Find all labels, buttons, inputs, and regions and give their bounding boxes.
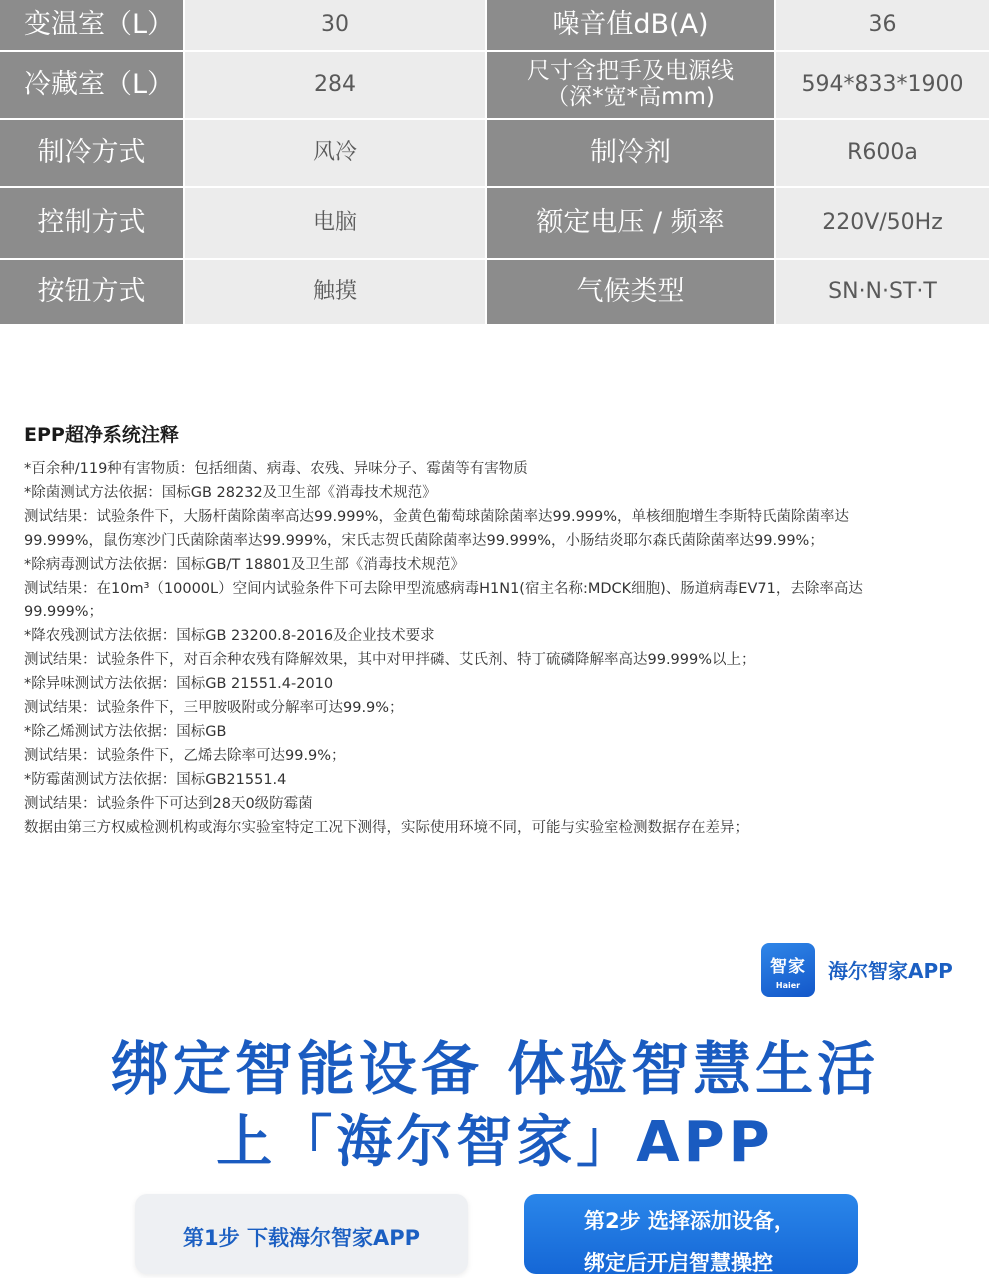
spec-label-line: 尺寸含把手及电源线 bbox=[527, 58, 734, 85]
step-1-card bbox=[135, 1194, 468, 1274]
spec-label: 制冷方式 bbox=[0, 119, 184, 187]
spec-value: 风冷 bbox=[184, 119, 486, 187]
spec-label: 额定电压 / 频率 bbox=[486, 187, 775, 259]
note-line: 测试结果：试验条件下可达到28天0级防霉菌 bbox=[24, 795, 313, 812]
note-line: *百余种/119种有害物质：包括细菌、病毒、农残、异味分子、霉菌等有害物质 bbox=[24, 461, 528, 477]
note-line: *除病毒测试方法依据：国标GB/T 18801及卫生部《消毒技术规范》 bbox=[24, 556, 465, 573]
spec-value: 30 bbox=[184, 0, 486, 51]
spec-label-line: （深*宽*高mm) bbox=[546, 84, 715, 110]
step-2-text-line1: 第2步 选择添加设备， bbox=[584, 1209, 795, 1233]
spec-value: SN·N·ST·T bbox=[775, 259, 990, 325]
note-line: 测试结果：试验条件下，对百余种农残有降解效果，其中对甲拌磷、艾氏剂、特丁硫磷降解率高达99.999%以上； bbox=[24, 652, 756, 669]
spec-row bbox=[0, 187, 990, 259]
note-line: *除异味测试方法依据：国标GB 21551.4-2010 bbox=[24, 676, 334, 693]
app-name: 海尔智家APP bbox=[828, 959, 953, 983]
note-line: 99.999%，鼠伤寒沙门氏菌除菌率达99.999%，宋氏志贺氏菌除菌率达99.999%，小肠结炎耶尔森氏菌除菌率达99.99%； bbox=[24, 532, 824, 549]
spec-row bbox=[0, 259, 990, 325]
spec-label: 制冷剂 bbox=[486, 119, 775, 187]
spec-value: R600a bbox=[775, 119, 990, 187]
spec-row bbox=[0, 51, 990, 119]
spec-label: 按钮方式 bbox=[0, 259, 184, 325]
spec-label: 变温室（L） bbox=[0, 0, 184, 51]
note-line: 测试结果：试验条件下，三甲胺吸附或分解率可达99.9%； bbox=[24, 700, 404, 717]
spec-value: 594*833*1900 bbox=[775, 51, 990, 119]
step-1-text: 第1步 下载海尔智家APP bbox=[183, 1226, 420, 1250]
note-line: 测试结果：试验条件下，大肠杆菌除菌率高达99.999%，金黄色葡萄球菌除菌率达99.999%，单核细胞增生李斯特氏菌除菌率达 bbox=[24, 508, 850, 525]
headline-primary: 绑定智能设备 体验智慧生活 bbox=[110, 1035, 880, 1103]
step-2-card bbox=[524, 1194, 858, 1274]
haier-app-logo bbox=[761, 943, 815, 997]
logo-text: 智家 bbox=[770, 957, 806, 977]
spec-label: 冷藏室（L） bbox=[0, 51, 184, 119]
notes-title: EPP超净系统注释 bbox=[24, 424, 179, 446]
note-line: 数据由第三方权威检测机构或海尔实验室特定工况下测得，实际使用环境不同，可能与实验室检测数据存在差异； bbox=[24, 819, 749, 836]
spec-value: 36 bbox=[775, 0, 990, 51]
spec-value: 284 bbox=[184, 51, 486, 119]
spec-value: 220V/50Hz bbox=[775, 187, 990, 259]
headline-secondary: 上「海尔智家」APP bbox=[216, 1110, 774, 1175]
note-line: *防霉菌测试方法依据：国标GB21551.4 bbox=[24, 771, 287, 788]
spec-value: 电脑 bbox=[184, 187, 486, 259]
step-2-text-line2: 绑定后开启智慧操控 bbox=[584, 1251, 773, 1275]
logo-brand: Haier bbox=[775, 981, 801, 990]
note-line: *除菌测试方法依据：国标GB 28232及卫生部《消毒技术规范》 bbox=[24, 484, 437, 501]
notes-body bbox=[24, 458, 974, 841]
note-line: *除乙烯测试方法依据：国标GB bbox=[24, 723, 227, 740]
spec-row bbox=[0, 119, 990, 187]
spec-table bbox=[0, 0, 990, 326]
spec-row bbox=[0, 0, 990, 51]
note-line: 测试结果：试验条件下，乙烯去除率可达99.9%； bbox=[24, 747, 346, 764]
spec-label bbox=[486, 51, 775, 119]
spec-label: 气候类型 bbox=[486, 259, 775, 325]
note-line: *降农残测试方法依据：国标GB 23200.8-2016及企业技术要求 bbox=[24, 628, 435, 645]
spec-value: 触摸 bbox=[184, 259, 486, 325]
spec-label: 噪音值dB(A) bbox=[486, 0, 775, 51]
note-line: 测试结果：在10m³（10000L）空间内试验条件下可去除甲型流感病毒H1N1(宿主名称:MDCK细胞)、肠道病毒EV71，去除率高达 bbox=[24, 580, 863, 597]
note-line: 99.999%； bbox=[24, 604, 104, 621]
spec-label: 控制方式 bbox=[0, 187, 184, 259]
